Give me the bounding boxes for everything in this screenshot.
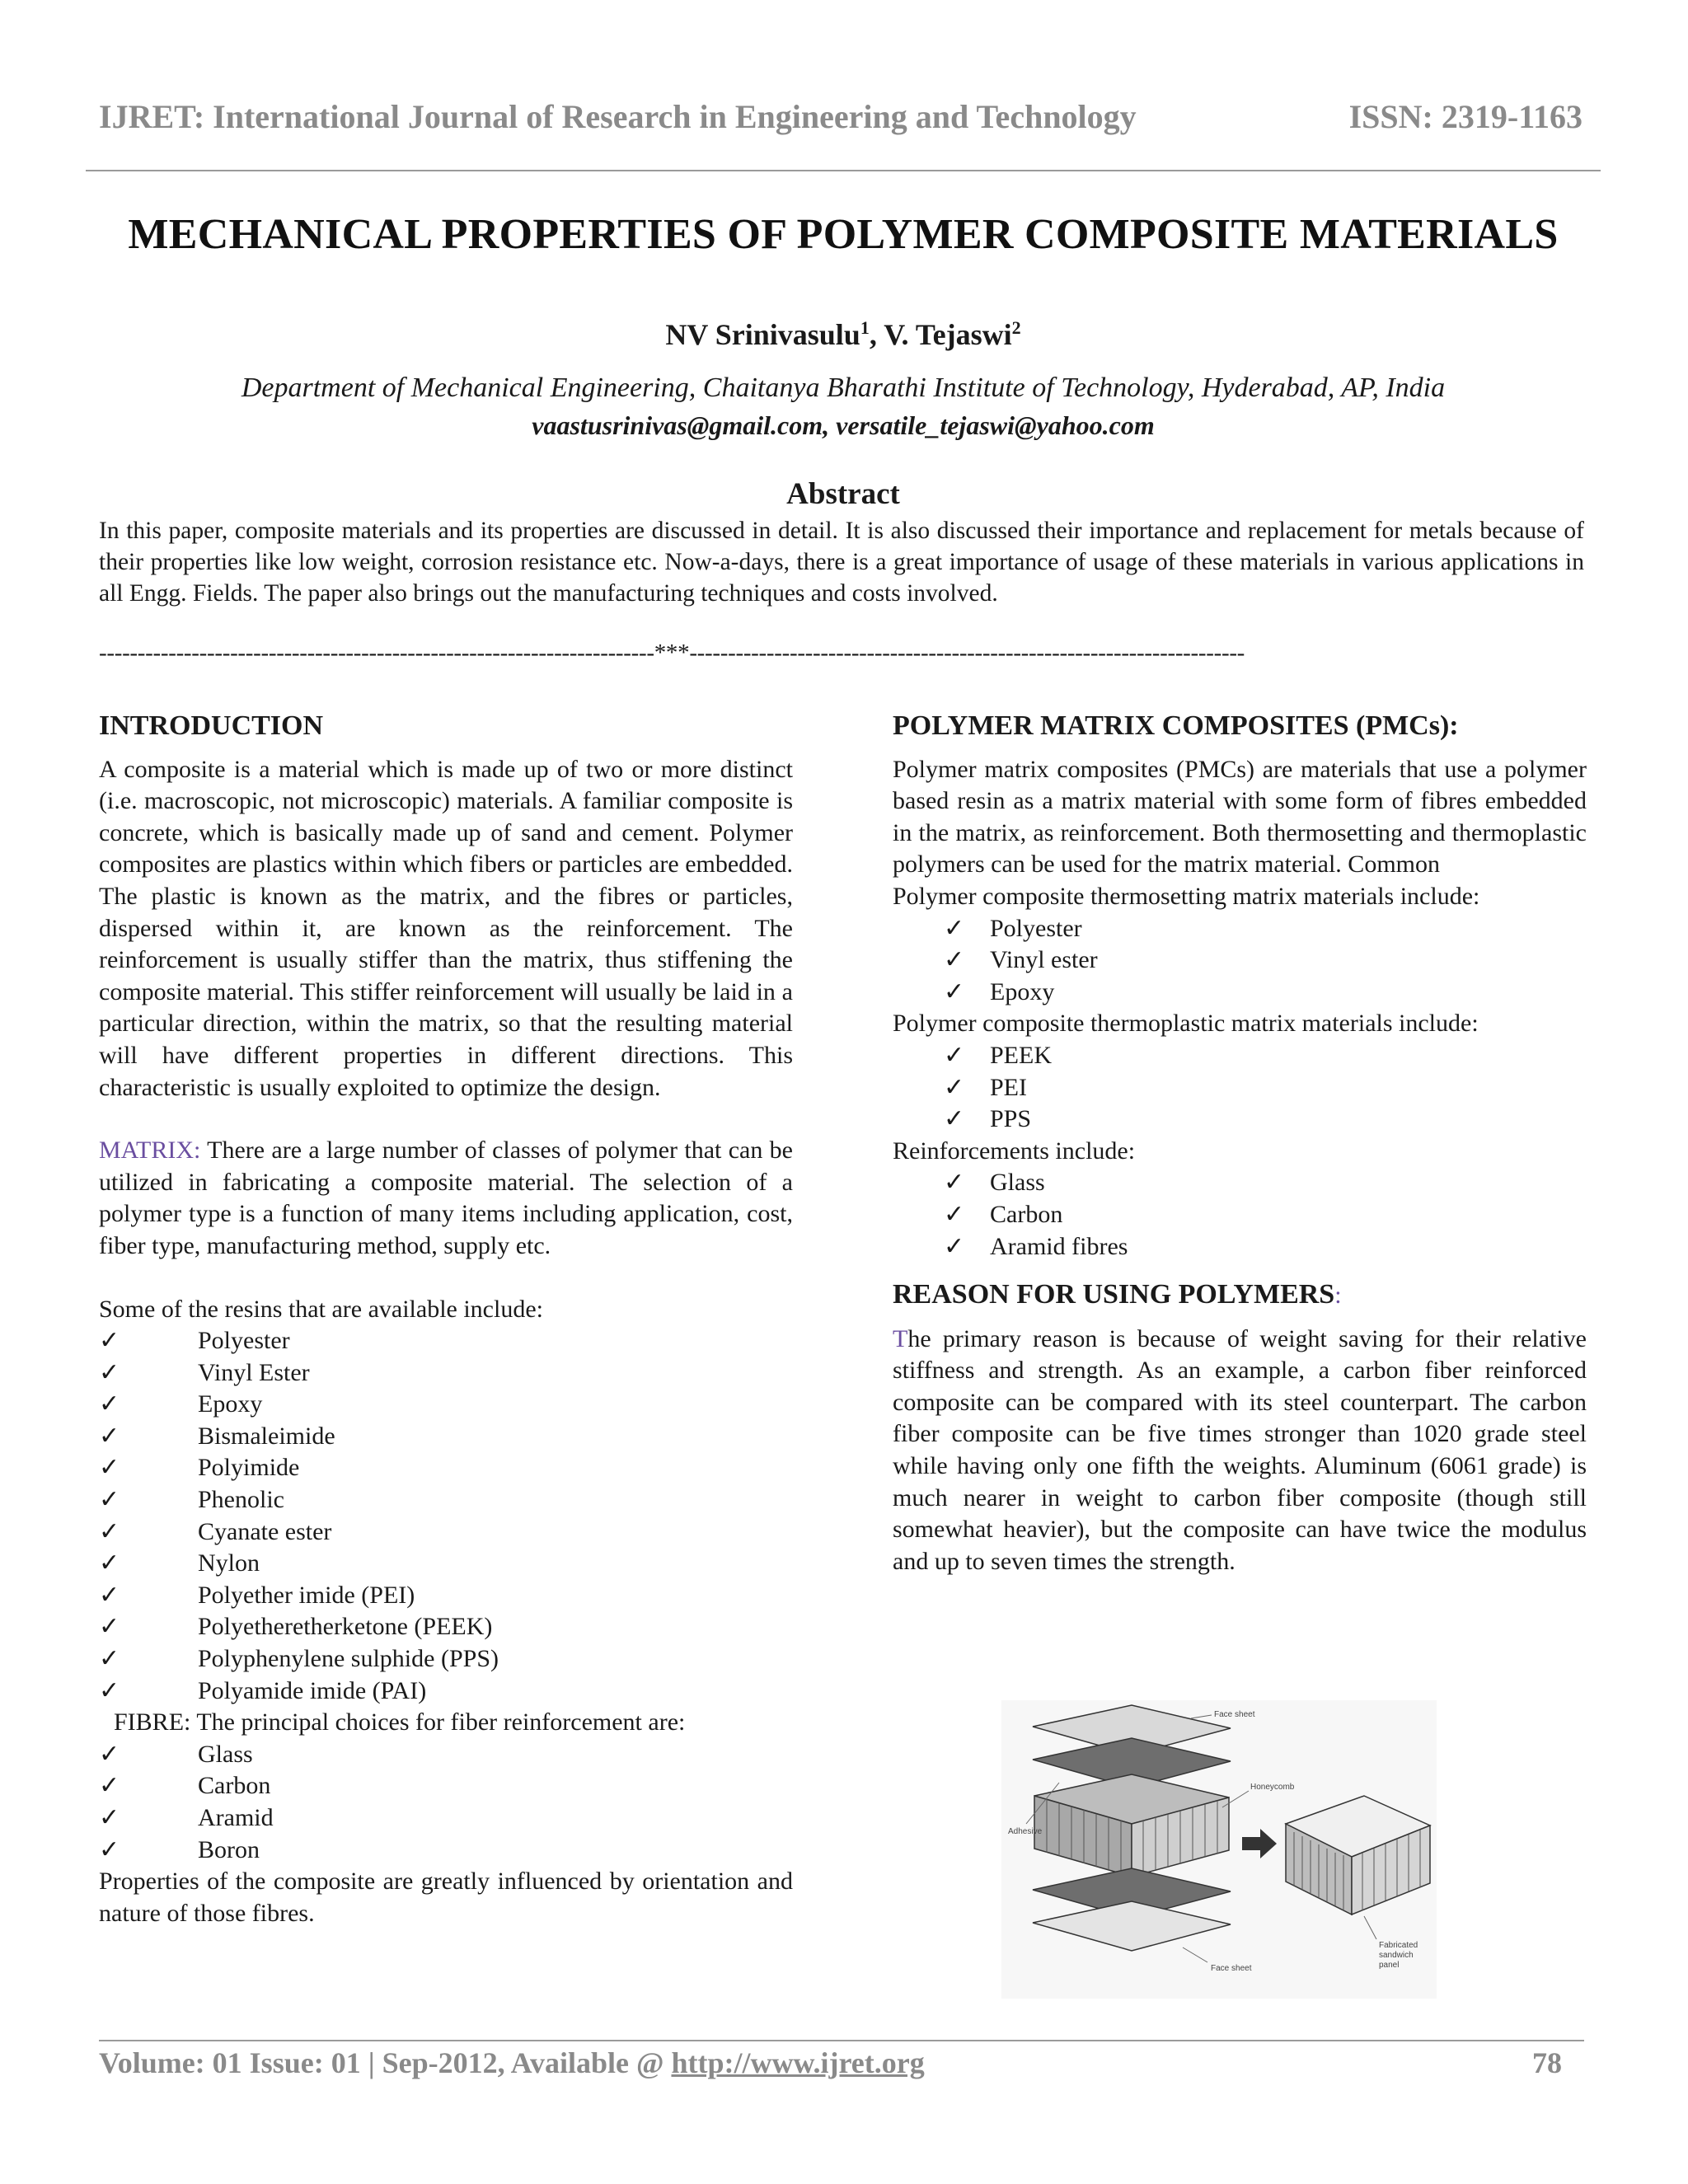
running-head bbox=[99, 97, 1582, 137]
list-item: ✓ Phenolic bbox=[99, 1484, 793, 1516]
author-emails: vaastusrinivas@gmail.com, versatile_tejaswi@yahoo.com bbox=[532, 410, 1155, 440]
check-icon: ✓ bbox=[99, 1804, 120, 1831]
author-1: NV Srinivasulu bbox=[665, 318, 860, 351]
check-icon: ✓ bbox=[944, 946, 965, 974]
check-icon: ✓ bbox=[944, 1200, 965, 1228]
check-icon: ✓ bbox=[944, 1169, 965, 1197]
label-adhesive: Adhesive bbox=[1008, 1827, 1043, 1836]
thermoset-intro: Polymer composite thermosetting matrix materials include: bbox=[893, 882, 1480, 910]
list-item: ✓ Glass bbox=[893, 1167, 1587, 1199]
check-icon: ✓ bbox=[99, 1740, 120, 1768]
label-face-sheet-top: Face sheet bbox=[1214, 1710, 1255, 1719]
list-item: ✓ Vinyl ester bbox=[893, 944, 1587, 977]
list-item: ✓ PPS bbox=[893, 1104, 1587, 1136]
check-icon: ✓ bbox=[99, 1358, 120, 1386]
check-icon: ✓ bbox=[99, 1835, 120, 1863]
paper-title: MECHANICAL PROPERTIES OF POLYMER COMPOSITE MATERIALS bbox=[128, 211, 1559, 258]
list-item: ✓ Nylon bbox=[99, 1548, 793, 1580]
check-icon: ✓ bbox=[99, 1454, 120, 1482]
list-item: ✓ Epoxy bbox=[99, 1389, 793, 1421]
check-icon: ✓ bbox=[99, 1549, 120, 1577]
label-honeycomb: Honeycomb bbox=[1250, 1783, 1295, 1792]
label-panel: panel bbox=[1379, 1961, 1400, 1970]
check-icon: ✓ bbox=[944, 977, 965, 1005]
check-icon: ✓ bbox=[944, 1105, 965, 1133]
fibre-intro: FIBRE: The principal choices for fiber reinforcement are: bbox=[114, 1708, 686, 1736]
list-item: ✓ Carbon bbox=[99, 1770, 793, 1802]
pmc-heading: POLYMER MATRIX COMPOSITES (PMCs): bbox=[893, 710, 1459, 741]
label-fabricated: Fabricated bbox=[1379, 1941, 1418, 1950]
closing-text: Properties of the composite are greatly influenced by orientation and nature of those fibres. bbox=[99, 1868, 793, 1927]
check-icon: ✓ bbox=[99, 1486, 120, 1514]
check-icon: ✓ bbox=[99, 1390, 120, 1418]
check-icon: ✓ bbox=[944, 1073, 965, 1101]
journal-name: IJRET: International Journal of Research in Engineering and Technology bbox=[99, 98, 1137, 135]
list-item: ✓ PEEK bbox=[893, 1040, 1587, 1072]
right-column bbox=[893, 710, 1587, 1577]
footer-rule bbox=[99, 2040, 1584, 2041]
thermoset-list bbox=[893, 913, 1587, 1009]
list-item: ✓ Vinyl Ester bbox=[99, 1357, 793, 1390]
list-item: ✓ Cyanate ester bbox=[99, 1516, 793, 1549]
list-item: ✓ Polyphenylene sulphide (PPS) bbox=[99, 1643, 793, 1675]
sandwich-panel-figure bbox=[1001, 1700, 1437, 1999]
check-icon: ✓ bbox=[99, 1327, 120, 1355]
reason-heading-text: REASON FOR USING POLYMERS bbox=[893, 1279, 1335, 1310]
abstract-heading: Abstract bbox=[786, 477, 900, 511]
list-item: ✓ Aramid bbox=[99, 1802, 793, 1835]
check-icon: ✓ bbox=[944, 914, 965, 942]
author-separator: , bbox=[869, 318, 884, 351]
check-icon: ✓ bbox=[99, 1772, 120, 1800]
matrix-label: MATRIX: bbox=[99, 1137, 201, 1165]
list-item: ✓ Polyester bbox=[893, 913, 1587, 945]
page-number: 78 bbox=[1532, 2046, 1562, 2079]
pmc-text: Polymer matrix composites (PMCs) are materials that use a polymer based resin as a matrix material with some form of fibres embedded in the matrix, as reinforcement. Both thermosetting and thermoplastic polymers can be used for the matrix material. Common bbox=[893, 755, 1587, 879]
reason-heading bbox=[893, 1279, 1587, 1312]
reason-text bbox=[893, 1324, 1587, 1578]
thermoplastic-list bbox=[893, 1040, 1587, 1136]
check-icon: ✓ bbox=[99, 1517, 120, 1545]
matrix-text: There are a large number of classes of polymer that can be utilized in fabricating a composite material. The selection of a polymer type is a function of many items including application, cost, fiber type, manufacturing method, supply etc. bbox=[99, 1137, 793, 1259]
thermoplastic-intro: Polymer composite thermoplastic matrix materials include: bbox=[893, 1010, 1479, 1038]
list-item: ✓ Polyamide imide (PAI) bbox=[99, 1675, 793, 1708]
check-icon: ✓ bbox=[99, 1581, 120, 1609]
introduction-heading: INTRODUCTION bbox=[99, 710, 324, 741]
reason-heading-colon: : bbox=[1334, 1282, 1342, 1310]
label-sandwich: sandwich bbox=[1379, 1951, 1414, 1960]
footer-link[interactable]: http://www.ijret.org bbox=[671, 2046, 925, 2079]
list-item: ✓ Polyester bbox=[99, 1325, 793, 1357]
label-face-sheet-bottom: Face sheet bbox=[1211, 1964, 1252, 1973]
header-rule bbox=[86, 170, 1601, 171]
affiliation: Department of Mechanical Engineering, Chaitanya Bharathi Institute of Technology, Hyderabad, AP, India bbox=[241, 373, 1446, 403]
list-item: ✓ Epoxy bbox=[893, 977, 1587, 1009]
check-icon: ✓ bbox=[944, 1041, 965, 1069]
check-icon: ✓ bbox=[99, 1422, 120, 1450]
abstract-text: In this paper, composite materials and its properties are discussed in detail. It is also discussed their importance and replacement for metals because of their properties like low weight, corrosion resistance etc. Now-a-days, there is a great importance of usage of these materials in various applications in all Engg. Fields. The paper also brings out the manufacturing techniques and costs involved. bbox=[99, 518, 1584, 607]
left-column bbox=[99, 710, 793, 1929]
check-icon: ✓ bbox=[944, 1232, 965, 1260]
resins-intro: Some of the resins that are available include: bbox=[99, 1295, 543, 1323]
list-item: ✓ Polyetheretherketone (PEEK) bbox=[99, 1611, 793, 1643]
reason-body: he primary reason is because of weight saving for their relative stiffness and strength. As an example, a carbon fiber reinforced composite can be compared with its steel counterpart. The carbon fiber composite can be five times stronger than 1020 grade steel while having only one fifth the weights. Aluminum (6061 grade) is much nearer in weight to carbon fiber composite (though still somewhat heavier), but the composite can have twice the modulus and up to seven times the strength. bbox=[893, 1324, 1587, 1575]
list-item: ✓ Glass bbox=[99, 1739, 793, 1771]
list-item: ✓ Boron bbox=[99, 1835, 793, 1867]
footer-volume: Volume: 01 Issue: 01 | Sep-2012, Available @ http://www.ijret.org bbox=[99, 2046, 925, 2079]
check-icon: ✓ bbox=[99, 1645, 120, 1673]
author-2: V. Tejaswi bbox=[884, 318, 1012, 351]
list-item: ✓ Polyimide bbox=[99, 1452, 793, 1484]
list-item: ✓ Bismaleimide bbox=[99, 1421, 793, 1453]
resins-list bbox=[99, 1325, 793, 1707]
author-1-affil-mark: 1 bbox=[860, 317, 870, 338]
introduction-text: A composite is a material which is made up of two or more distinct (i.e. macroscopic, not microscopic) materials. A familiar composite is concrete, which is basically made up of sand and cement. Polymer composites are plastics within which fibers or particles are embedded. The plastic is known as the matrix, and the fibres or particles, dispersed within it, are known as the reinforcement. The reinforcement is usually stiffer than the matrix, thus stiffening the composite material. This stiffer reinforcement will usually be laid in a particular direction, within the matrix, so that the resulting material will have different properties in different directions. This characteristic is usually exploited to optimize the design. bbox=[99, 755, 793, 1101]
reason-initial: T bbox=[893, 1324, 908, 1352]
list-item: ✓ PEI bbox=[893, 1072, 1587, 1104]
reinforcement-intro: Reinforcements include: bbox=[893, 1137, 1136, 1165]
list-item: ✓ Aramid fibres bbox=[893, 1231, 1587, 1263]
issn: ISSN: 2319-1163 bbox=[1348, 98, 1582, 135]
author-2-affil-mark: 2 bbox=[1011, 317, 1021, 338]
fibres-list bbox=[99, 1739, 793, 1866]
matrix-paragraph bbox=[99, 1135, 793, 1262]
section-separator: ------------------------------------------------------------------------***------------------------------------------------------------------------ bbox=[99, 640, 1245, 666]
list-item: ✓ Polyether imide (PEI) bbox=[99, 1580, 793, 1612]
authors bbox=[86, 317, 1601, 352]
reinforcement-list bbox=[893, 1167, 1587, 1263]
check-icon: ✓ bbox=[99, 1613, 120, 1641]
list-item: ✓ Carbon bbox=[893, 1199, 1587, 1231]
check-icon: ✓ bbox=[99, 1676, 120, 1704]
page-footer bbox=[99, 2046, 1562, 2085]
